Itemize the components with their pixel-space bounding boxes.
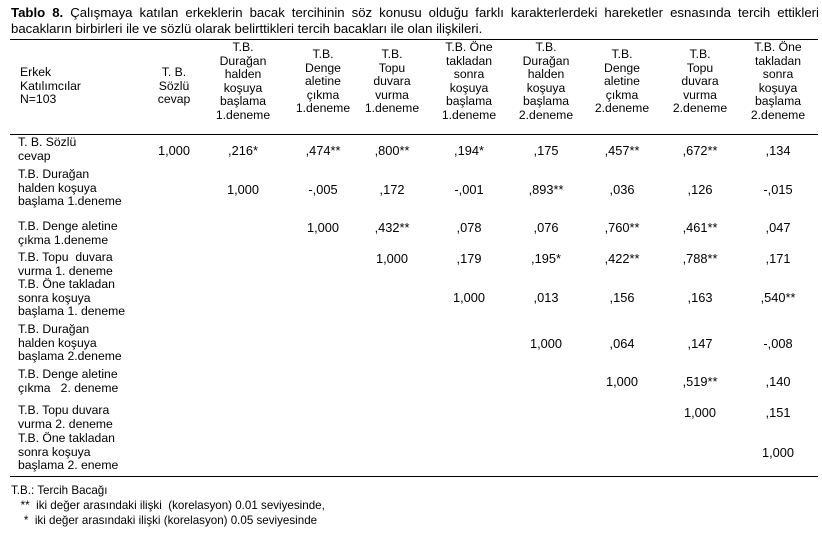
- table-cell: ,147: [687, 336, 713, 351]
- table-cell: ,216*: [228, 143, 258, 158]
- table-number: Tablo 8.: [11, 5, 64, 20]
- table-cell: 1,000: [375, 251, 409, 266]
- row-label: T.B. Topu duvara vurma 1. deneme: [18, 250, 113, 278]
- table-cell: ,126: [687, 182, 713, 197]
- table-cell: ,540**: [760, 290, 796, 305]
- table-cell: ,151: [765, 405, 791, 420]
- table-cell: -,005: [308, 182, 338, 197]
- caption-text: Çalışmaya katılan erkeklerin bacak tercihinin söz konusu olduğu farklı karakterlerdeki hareketler esnasında tercih ettikleri bacakların birbirleri ile ve sözlü olarak belirttikleri tercih bacakları ile olan ilişkileri.: [11, 5, 819, 36]
- column-header: T.B. Durağan halden koşuya başlama 2.deneme: [518, 40, 574, 122]
- table-cell: 1,000: [226, 182, 260, 197]
- table-caption: [11, 5, 819, 37]
- table-cell: ,800**: [374, 143, 410, 158]
- row-label: T.B. Öne takladan sonra koşuya başlama 1. deneme: [18, 277, 126, 319]
- column-header: T. B. Sözlü cevap: [157, 65, 191, 107]
- table-cell: ,171: [765, 251, 791, 266]
- column-header: T.B. Öne takladan sonra koşuya başlama 2.deneme: [750, 40, 806, 122]
- column-header: T.B. Topu duvara vurma 1.deneme: [364, 47, 420, 116]
- table-cell: ,047: [765, 220, 791, 235]
- table-cell: 1,000: [452, 290, 486, 305]
- table-cell: ,195*: [531, 251, 561, 266]
- column-header: T.B. Öne takladan sonra koşuya başlama 1.deneme: [441, 40, 497, 122]
- row-label: T.B. Durağan halden koşuya başlama 1.deneme: [18, 167, 122, 209]
- table-cell: 1,000: [157, 143, 191, 158]
- table-cell: ,194*: [454, 143, 484, 158]
- row-label: T.B. Durağan halden koşuya başlama 2.deneme: [18, 322, 122, 364]
- bottom-rule: [10, 476, 818, 477]
- table-cell: ,064: [609, 336, 635, 351]
- table-cell: 1,000: [605, 374, 639, 389]
- table-cell: ,179: [456, 251, 482, 266]
- row-label: T.B. Denge aletine çıkma 1.deneme: [18, 219, 118, 247]
- table-cell: 1,000: [529, 336, 563, 351]
- table-cell: ,134: [765, 143, 791, 158]
- table-cell: ,078: [456, 220, 482, 235]
- table-cell: 1,000: [683, 405, 717, 420]
- table-cell: ,760**: [604, 220, 640, 235]
- table-cell: -,001: [454, 182, 484, 197]
- table-cell: ,156: [609, 290, 635, 305]
- column-header: T.B. Denge aletine çıkma 1.deneme: [295, 47, 351, 116]
- table-cell: ,422**: [604, 251, 640, 266]
- table-cell: 1,000: [306, 220, 340, 235]
- row-label: T.B. Denge aletine çıkma 2. deneme: [18, 367, 119, 395]
- row-label: T. B. Sözlü cevap: [18, 135, 77, 163]
- top-rule: [10, 39, 818, 40]
- table-cell: ,013: [533, 290, 559, 305]
- column-header: T.B. Durağan halden koşuya başlama 1.deneme: [215, 40, 271, 122]
- column-header: T.B. Denge aletine çıkma 2.deneme: [594, 47, 650, 116]
- row-label: T.B. Topu duvara vurma 2. deneme: [18, 403, 113, 431]
- table-cell: ,172: [379, 182, 405, 197]
- table-cell: ,076: [533, 220, 559, 235]
- table-cell: ,672**: [682, 143, 718, 158]
- table-cell: ,432**: [374, 220, 410, 235]
- table-cell: ,788**: [682, 251, 718, 266]
- table-cell: -,015: [763, 182, 793, 197]
- table-cell: ,163: [687, 290, 713, 305]
- table-cell: ,036: [609, 182, 635, 197]
- table-cell: -,008: [763, 336, 793, 351]
- column-header: T.B. Topu duvara vurma 2.deneme: [672, 47, 728, 116]
- row-label: T.B. Öne takladan sonra koşuya başlama 2. eneme: [18, 431, 119, 473]
- abbreviation-note: T.B.: Tercih Bacağı: [11, 484, 108, 497]
- table-cell: ,457**: [604, 143, 640, 158]
- table-cell: ,175: [533, 143, 559, 158]
- significance-note: ** iki değer arasındaki ilişki (korelasyon) 0.01 seviyesinde,: [11, 499, 325, 512]
- table-cell: ,474**: [305, 143, 341, 158]
- significance-note: * iki değer arasındaki ilişki (korelasyon) 0.05 seviyesinde: [11, 514, 318, 527]
- table-cell: 1,000: [761, 445, 795, 460]
- row-header-label: Erkek Katılımcılar N=103: [20, 65, 81, 107]
- table-cell: ,140: [765, 374, 791, 389]
- table-cell: ,461**: [682, 220, 718, 235]
- header-rule: [10, 134, 818, 135]
- table-cell: ,893**: [528, 182, 564, 197]
- table-cell: ,519**: [682, 374, 718, 389]
